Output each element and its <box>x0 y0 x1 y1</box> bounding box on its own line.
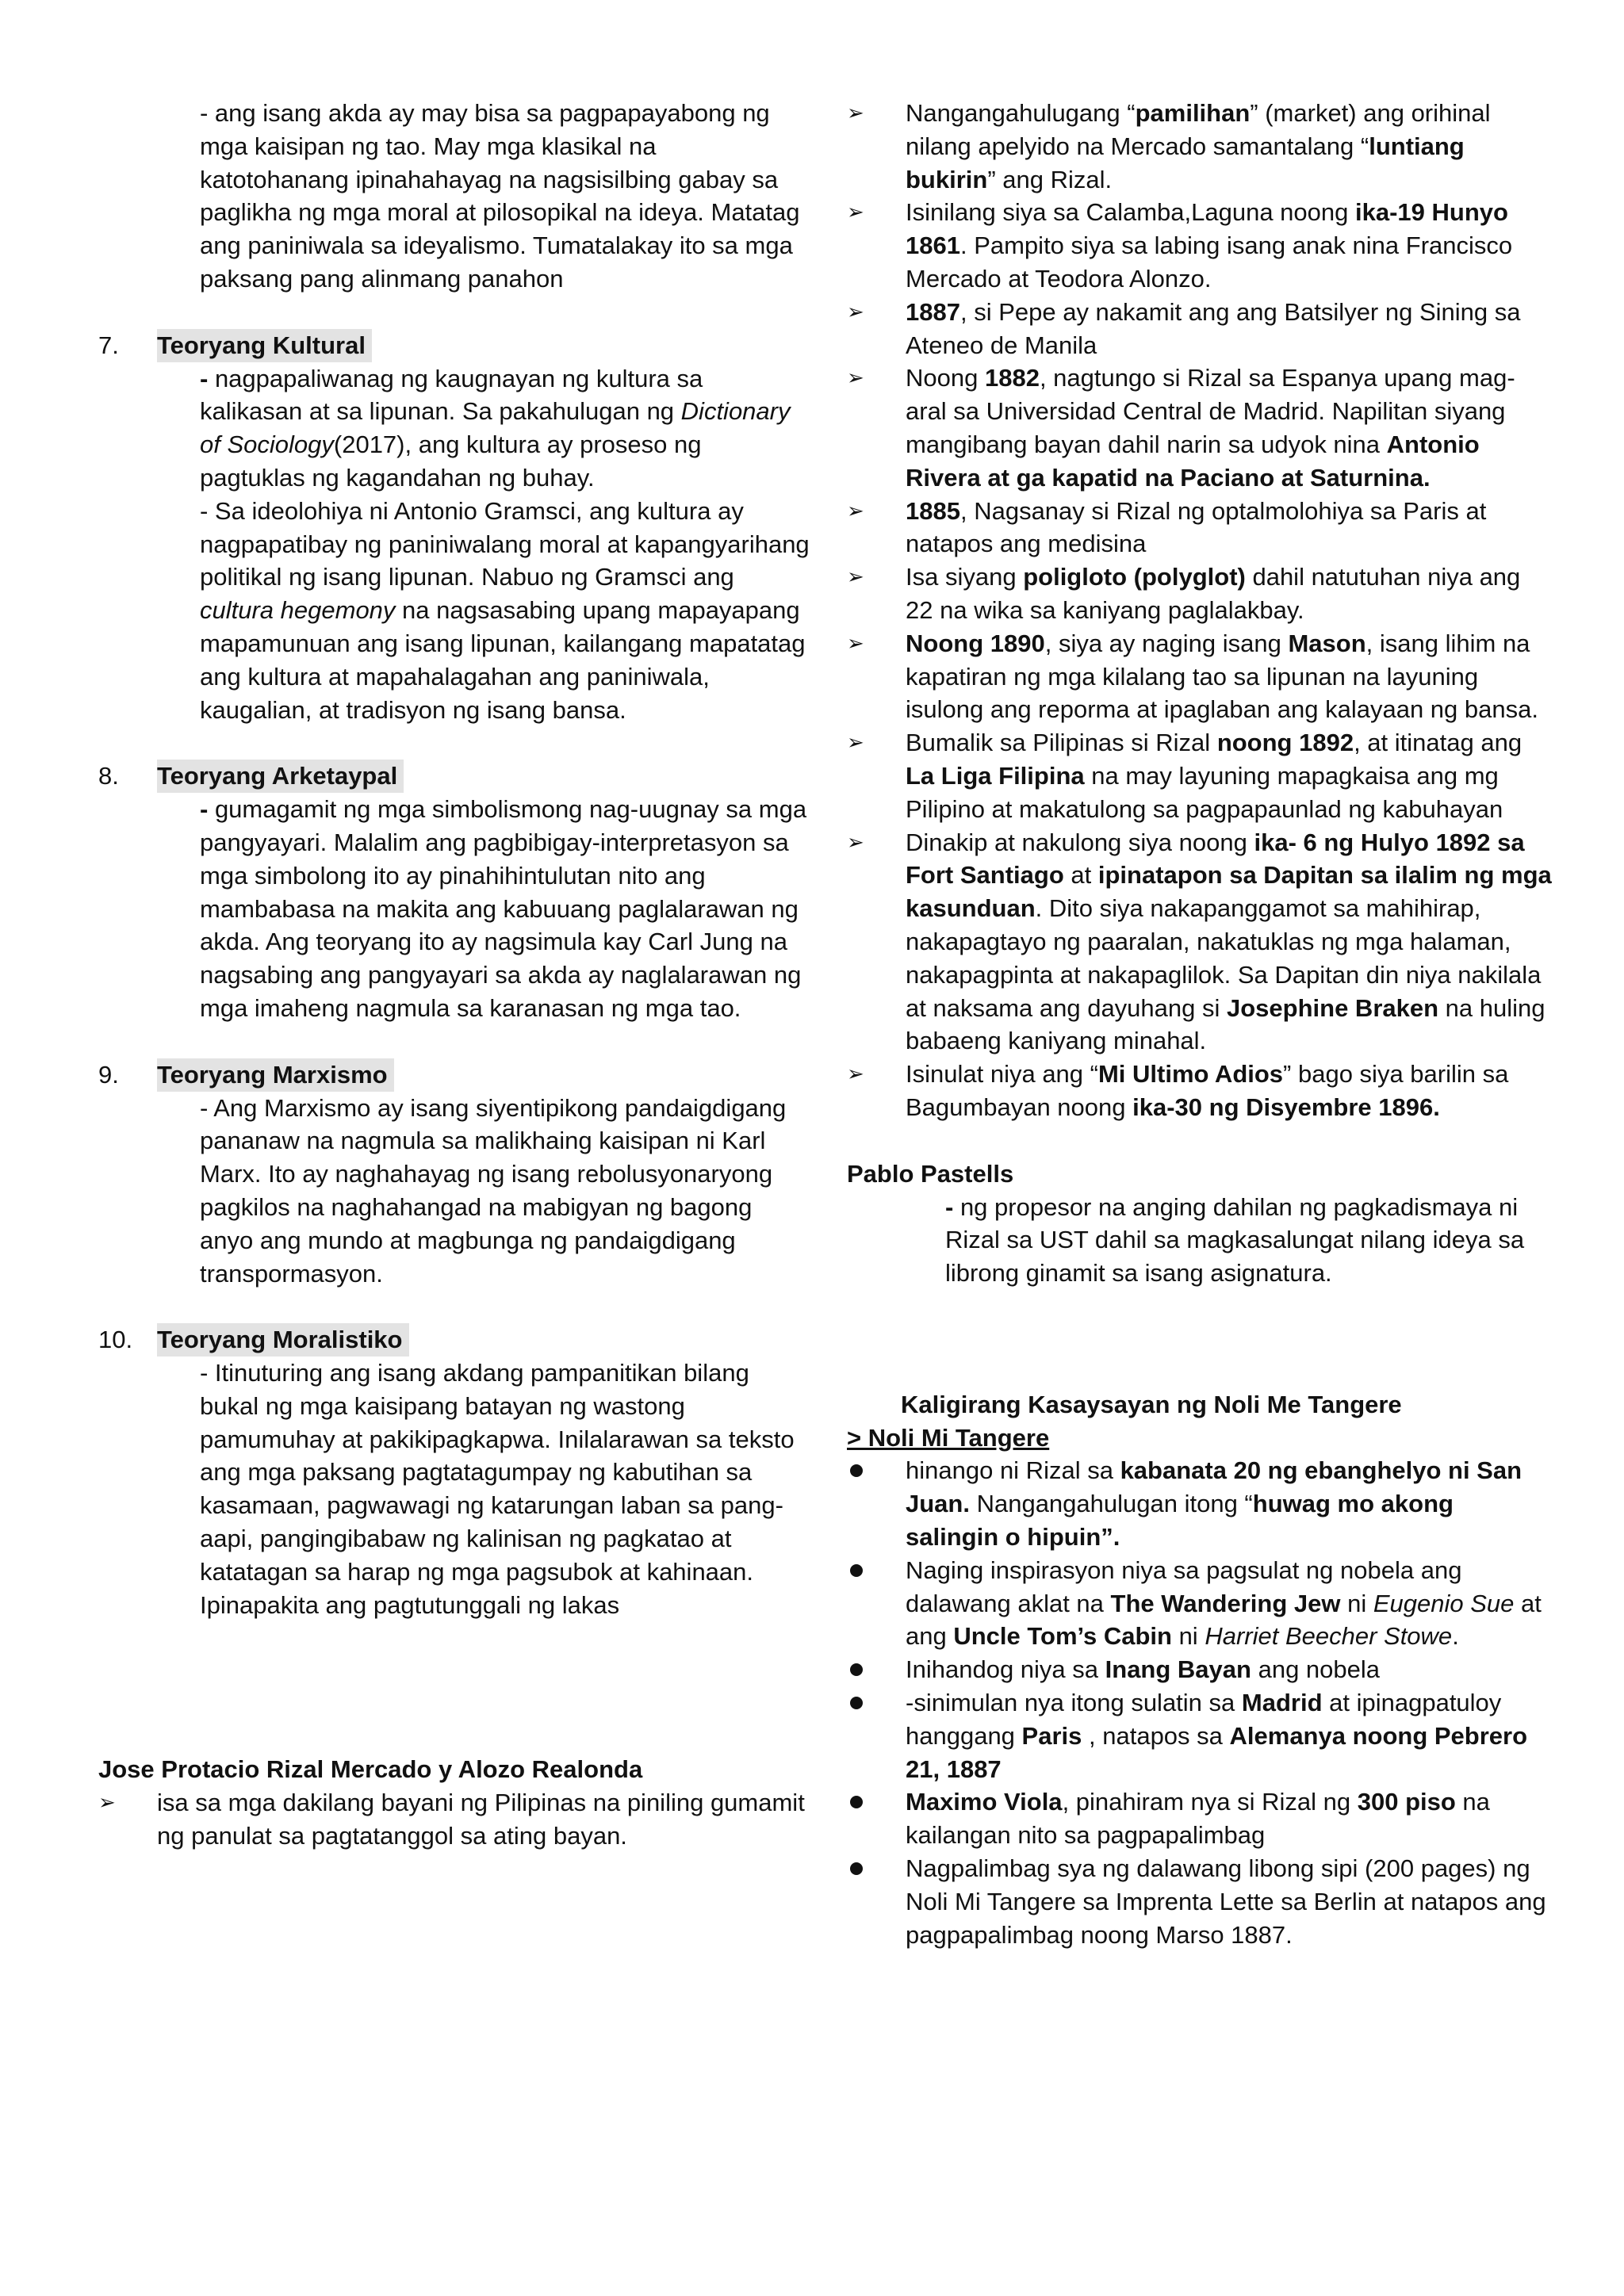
item-title: Teoryang Arketaypal <box>157 760 404 793</box>
list-item: ➢ 1885, Nagsanay si Rizal ng optalmolohiya sa Paris at natapos ang medisina <box>847 495 1553 561</box>
list-item: ➢ Noong 1890, siya ay naging isang Mason, isang lihim na kapatiran ng mga kilalang tao sa lipunan na layuning isulong ang reporma at ipaglaban ang kalayaan ng bansa. <box>847 627 1553 726</box>
theory-item-9 <box>98 1058 812 1291</box>
list-item: ➢ Bumalik sa Pilipinas si Rizal noong 1892, at itinatag ang La Liga Filipina na may layuning mapagkaisa ang mg Pilipino at makatulong sa pagpapaunlad ng kabuhayan <box>847 726 1553 825</box>
list-item: ➢ Dinakip at nakulong siya noong ika- 6 ng Hulyo 1892 sa Fort Santiago at ipinatapon sa Dapitan sa ilalim ng mga kasunduan. Dito siya nakapanggamot sa mahihirap, nakapagtayo ng paaralan, nakatuklas ng mga halaman, nakapagpinta at nakapaglilok. Sa Dapitan din niya nakilala at naksama ang dayuhang si Josephine Braken na huling babaeng kaniyang minahal. <box>847 826 1553 1058</box>
item-title: Teoryang Kultural <box>157 329 372 362</box>
list-item: ➢ Isinilang siya sa Calamba,Laguna noong ika-19 Hunyo 1861. Pampito siya sa labing isang anak nina Francisco Mercado at Teodora Alonzo. <box>847 196 1553 295</box>
list-item: ➢ isa sa mga dakilang bayani ng Pilipinas na piniling gumamit ng panulat sa pagtatanggol sa ating bayan. <box>98 1786 812 1853</box>
list-item: hinango ni Rizal sa kabanata 20 ng ebanghelyo ni San Juan. Nangangahulugan itong “huwag mo akong salingin o hipuin”. <box>847 1454 1553 1553</box>
noli-subtitle: > Noli Mi Tangere <box>847 1423 1050 1452</box>
theory-item-8 <box>98 760 812 1024</box>
list-item: Inihandog niya sa Inang Bayan ang nobela <box>847 1653 1553 1686</box>
item-title: Teoryang Moralistiko <box>157 1323 409 1357</box>
left-column <box>98 97 812 1853</box>
list-item: Nagpalimbag sya ng dalawang libong sipi (200 pages) ng Noli Mi Tangere sa Imprenta Lette sa Berlin at natapos ang pagpapalimbag noong Marso 1887. <box>847 1852 1553 1951</box>
arrow-bullet-icon: ➢ <box>847 365 864 390</box>
circle-bullet-icon <box>847 1686 906 1785</box>
list-item: ➢ Noong 1882, nagtungo si Rizal sa Espanya upang mag-aral sa Universidad Central de Madrid. Napilitan siyang mangibang bayan dahil narin sa udyok nina Antonio Rivera at ga kapatid na Paciano at Saturnina. <box>847 362 1553 494</box>
arrow-bullet-icon: ➢ <box>847 101 864 124</box>
pablo-section-title: Pablo Pastells <box>847 1159 1014 1188</box>
list-item: Naging inspirasyon niya sa pagsulat ng nobela ang dalawang aklat na The Wandering Jew ni Eugenio Sue at ang Uncle Tom’s Cabin ni Harriet Beecher Stowe. <box>847 1554 1553 1653</box>
arrow-bullet-icon: ➢ <box>847 564 864 589</box>
rizal-section-title: Jose Protacio Rizal Mercado y Alozo Realonda <box>98 1755 643 1784</box>
item-number: 10. <box>98 1326 133 1354</box>
theory-item-7 <box>98 329 812 727</box>
item-body: - nagpapaliwanag ng kaugnayan ng kultura sa kalikasan at sa lipunan. Sa pakahulugan ng Dictionary of Sociology(2017), ang kultura ay proseso ng pagtuklas ng kagandahan ng buhay. - Sa ideolohiya ni Antonio Gramsci, ang kultura ay nagpapatibay ng paniniwalang moral at kapangyarihang politikal ng isang lipunan. Nabuo ng Gramsci ang cultura hegemony na nagsasabing upang mapayapang mapamunuan ang isang lipunan, kailangang mapatatag ang kultura at mapahalagahan ang paniniwala, kaugalian, at tradisyon ng isang bansa. <box>200 364 810 724</box>
intro-paragraph: - ang isang akda ay may bisa sa pagpapayabong ng mga kaisipan ng tao. May mga klasikal na katotohanang ipinahahayag na nagsisilbing gabay sa paglikha ng mga moral at pilosopikal na ideya. Matatag ang paniniwala sa ideyalismo. Tumatalakay ito sa mga paksang pang alinmang panahon <box>200 99 800 293</box>
item-title: Teoryang Marxismo <box>157 1058 394 1092</box>
circle-bullet-icon <box>847 1852 906 1951</box>
item-body: - Itinuturing ang isang akdang pampanitikan bilang bukal ng mga kaisipang batayan ng wastong pamumuhay at pakikipagkapwa. Inilalarawan sa teksto ang mga paksang pagtatagumpay ng kabutihan sa kasamaan, pagwawagi ng katarungan laban sa pang-aapi, pangingibabaw ng kalinisan ng pagkatao at katatagan sa harap ng mga pagsubok at kahinaan. Ipinapakita ang pagtutunggali ng lakas <box>200 1359 795 1619</box>
circle-bullet-icon <box>847 1554 906 1653</box>
item-number: 8. <box>98 762 119 790</box>
noli-section-title: Kaligirang Kasaysayan ng Noli Me Tangere <box>901 1390 1402 1418</box>
arrow-bullet-icon: ➢ <box>847 200 864 224</box>
list-item: -sinimulan nya itong sulatin sa Madrid at ipinagpatuloy hanggang Paris , natapos sa Alemanya noong Pebrero 21, 1887 <box>847 1686 1553 1785</box>
arrow-bullet-icon: ➢ <box>847 630 864 655</box>
theory-item-10 <box>98 1323 812 1621</box>
item-number: 7. <box>98 331 119 359</box>
arrow-bullet-icon: ➢ <box>847 1062 864 1086</box>
list-item: ➢ Nangangahulugang “pamilihan” (market) ang orihinal nilang apelyido na Mercado samantalang “luntiang bukirin” ang Rizal. <box>847 97 1553 196</box>
arrow-bullet-icon: ➢ <box>847 730 864 755</box>
list-item: ➢ Isinulat niya ang “Mi Ultimo Adios” bago siya barilin sa Bagumbayan noong ika-30 ng Disyembre 1896. <box>847 1058 1553 1124</box>
list-item: ➢ 1887, si Pepe ay nakamit ang ang Batsilyer ng Sining sa Ateneo de Manila <box>847 296 1553 362</box>
circle-bullet-icon <box>847 1785 906 1852</box>
right-column <box>847 97 1553 1951</box>
circle-bullet-icon <box>847 1653 906 1686</box>
list-item: Maximo Viola, pinahiram nya si Rizal ng 300 piso na kailangan nito sa pagpapalimbag <box>847 1785 1553 1852</box>
list-item: ➢ Isa siyang poligloto (polyglot) dahil natutuhan niya ang 22 na wika sa kaniyang paglalakbay. <box>847 561 1553 627</box>
pablo-paragraph: - ng propesor na anging dahilan ng pagkadismaya ni Rizal sa UST dahil sa magkasalungat nilang ideya sa librong ginamit sa isang asignatura. <box>945 1192 1525 1288</box>
arrow-bullet-icon: ➢ <box>847 299 864 323</box>
circle-bullet-icon <box>847 1454 906 1553</box>
item-number: 9. <box>98 1060 119 1089</box>
item-body: - gumagamit ng mga simbolismong nag-uugnay sa mga pangyayari. Malalim ang pagbibigay-interpretasyon sa mga simbolong ito ay pinahihintulutan nito ang mambabasa na makita ang kabuuang paglalarawan ng akda. Ang teoryang ito ay nagsimula kay Carl Jung na nagsabing ang pangyayari sa akda ay naglalarawan ng mga imaheng nagmula sa karanasan ng mga tao. <box>200 795 807 1022</box>
item-body: - Ang Marxismo ay isang siyentipikong pandaigdigang pananaw na nagmula sa malikhaing kaisipan ni Karl Marx. Ito ay naghahayag ng isang rebolusyonaryong pagkilos na naghahangad na mabigyan ng bagong anyo ang mundo at magbunga ng pandaigdigang transpormasyon. <box>200 1093 787 1288</box>
arrow-bullet-icon: ➢ <box>847 498 864 522</box>
arrow-bullet-icon: ➢ <box>847 829 864 854</box>
arrow-bullet-icon: ➢ <box>98 1790 116 1815</box>
